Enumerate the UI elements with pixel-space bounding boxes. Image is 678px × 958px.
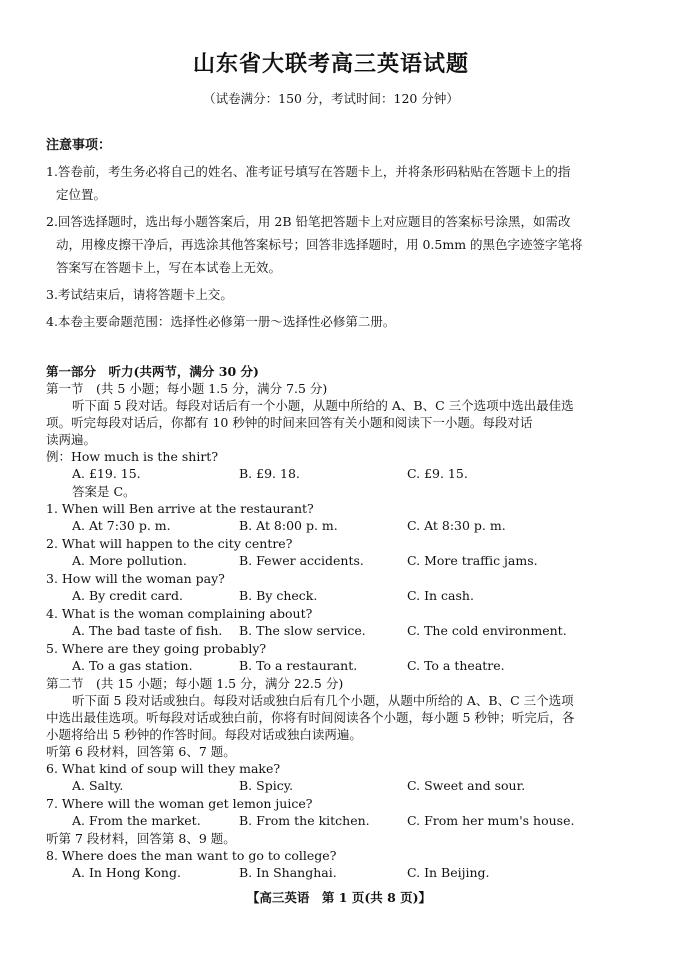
question-8-options: A. In Hong Kong. B. In Shanghai. C. In Beijing. (72, 865, 490, 880)
section1-instruction-2: 项。听完每段对话后，你都有 10 秒钟的时间来回答有关小题和阅读下一小题。每段对话 (46, 415, 533, 430)
question-7-options: A. From the market. B. From the kitchen. C. From her mum's house. (72, 813, 575, 828)
notice-item-1: 1.答卷前，考生务必将自己的姓名、准考证号填写在答题卡上，并将条形码粘贴在答题卡上的指 定位置。 (46, 164, 571, 202)
question-8: 8. Where does the man want to go to college? (46, 848, 337, 863)
notice-item-4: 4.本卷主要命题范围：选择性必修第一册～选择性必修第二册。 (46, 314, 396, 329)
exam-subtitle: （试卷满分：150 分，考试时间：120 分钟） (203, 91, 459, 106)
section2-title: 第二节 (共 15 小题；每小题 1.5 分，满分 22.5 分) (46, 676, 344, 691)
section2-instruction-3: 小题将给出 5 秒钟的作答时间。每段对话或独白读两遍。 (46, 727, 362, 742)
notice-section (46, 137, 616, 333)
section2-instruction-2: 中选出最佳选项。听每段对话或独白前，你将有时间阅读各个小题，每小题 5 秒钟；听完后，各 (46, 710, 575, 725)
exam-title: 山东省大联考高三英语试题 (192, 51, 469, 77)
part1-title: 第一部分 听力(共两节，满分 30 分) (46, 364, 259, 379)
question-6-options: A. Salty. B. Spicy. C. Sweet and sour. (72, 778, 526, 793)
question-6: 6. What kind of soup will they make? (46, 761, 281, 776)
group-7-heading: 听第 7 段材料，回答第 8、9 题。 (46, 831, 236, 846)
notice-item-2: 2.回答选择题时，选出每小题答案后，用 2B 铅笔把答题卡上对应题目的答案标号涂黑，如需改 动，用橡皮擦干净后，再选涂其他答案标号；回答非选择题时，用 0.5mm 的黑色字迹签字笔将 答案写在答题卡上，写在本试卷上无效。 (46, 214, 583, 275)
group-6-heading: 听第 6 段材料，回答第 6、7 题。 (46, 744, 236, 759)
question-1: 1. When will Ben arrive at the restaurant? (46, 501, 314, 516)
question-2-options: A. More pollution. B. Fewer accidents. C. More traffic jams. (72, 553, 538, 568)
question-7: 7. Where will the woman get lemon juice? (46, 796, 313, 811)
notice-title: 注意事项： (46, 138, 112, 153)
section1-title: 第一节 (共 5 小题；每小题 1.5 分，满分 7.5 分) (46, 381, 328, 396)
example-question: 例：How much is the shirt? (46, 449, 219, 464)
section2-instruction-1: 听下面 5 段对话或独白。每段对话或独白后有几个小题，从题中所给的 A、B、C 三个选项 (72, 693, 574, 708)
section1-instruction-3: 读两遍。 (46, 432, 97, 447)
section1-instruction-1: 听下面 5 段对话。每段对话后有一个小题，从题中所给的 A、B、C 三个选项中选出最佳选 (72, 398, 574, 413)
question-4-options: A. The bad taste of fish. B. The slow service. C. The cold environment. (72, 623, 567, 638)
example-options: A. £19. 15. B. £9. 18. C. £9. 15. (72, 466, 468, 481)
question-4: 4. What is the woman complaining about? (46, 606, 313, 621)
question-1-options: A. At 7:30 p. m. B. At 8:00 p. m. C. At 8:30 p. m. (72, 518, 506, 533)
question-5: 5. Where are they going probably? (46, 641, 267, 656)
question-5-options: A. To a gas station. B. To a restaurant. C. To a theatre. (72, 658, 505, 673)
notice-item-3: 3.考试结束后，请将答题卡上交。 (46, 287, 233, 302)
question-3: 3. How will the woman pay? (46, 571, 225, 586)
listening-part (46, 363, 616, 881)
question-3-options: A. By credit card. B. By check. C. In cash. (72, 588, 474, 603)
question-2: 2. What will happen to the city centre? (46, 536, 293, 551)
page-footer: 【高三英语 第 1 页(共 8 页)】 (246, 890, 432, 905)
example-answer: 答案是 C。 (72, 484, 136, 499)
